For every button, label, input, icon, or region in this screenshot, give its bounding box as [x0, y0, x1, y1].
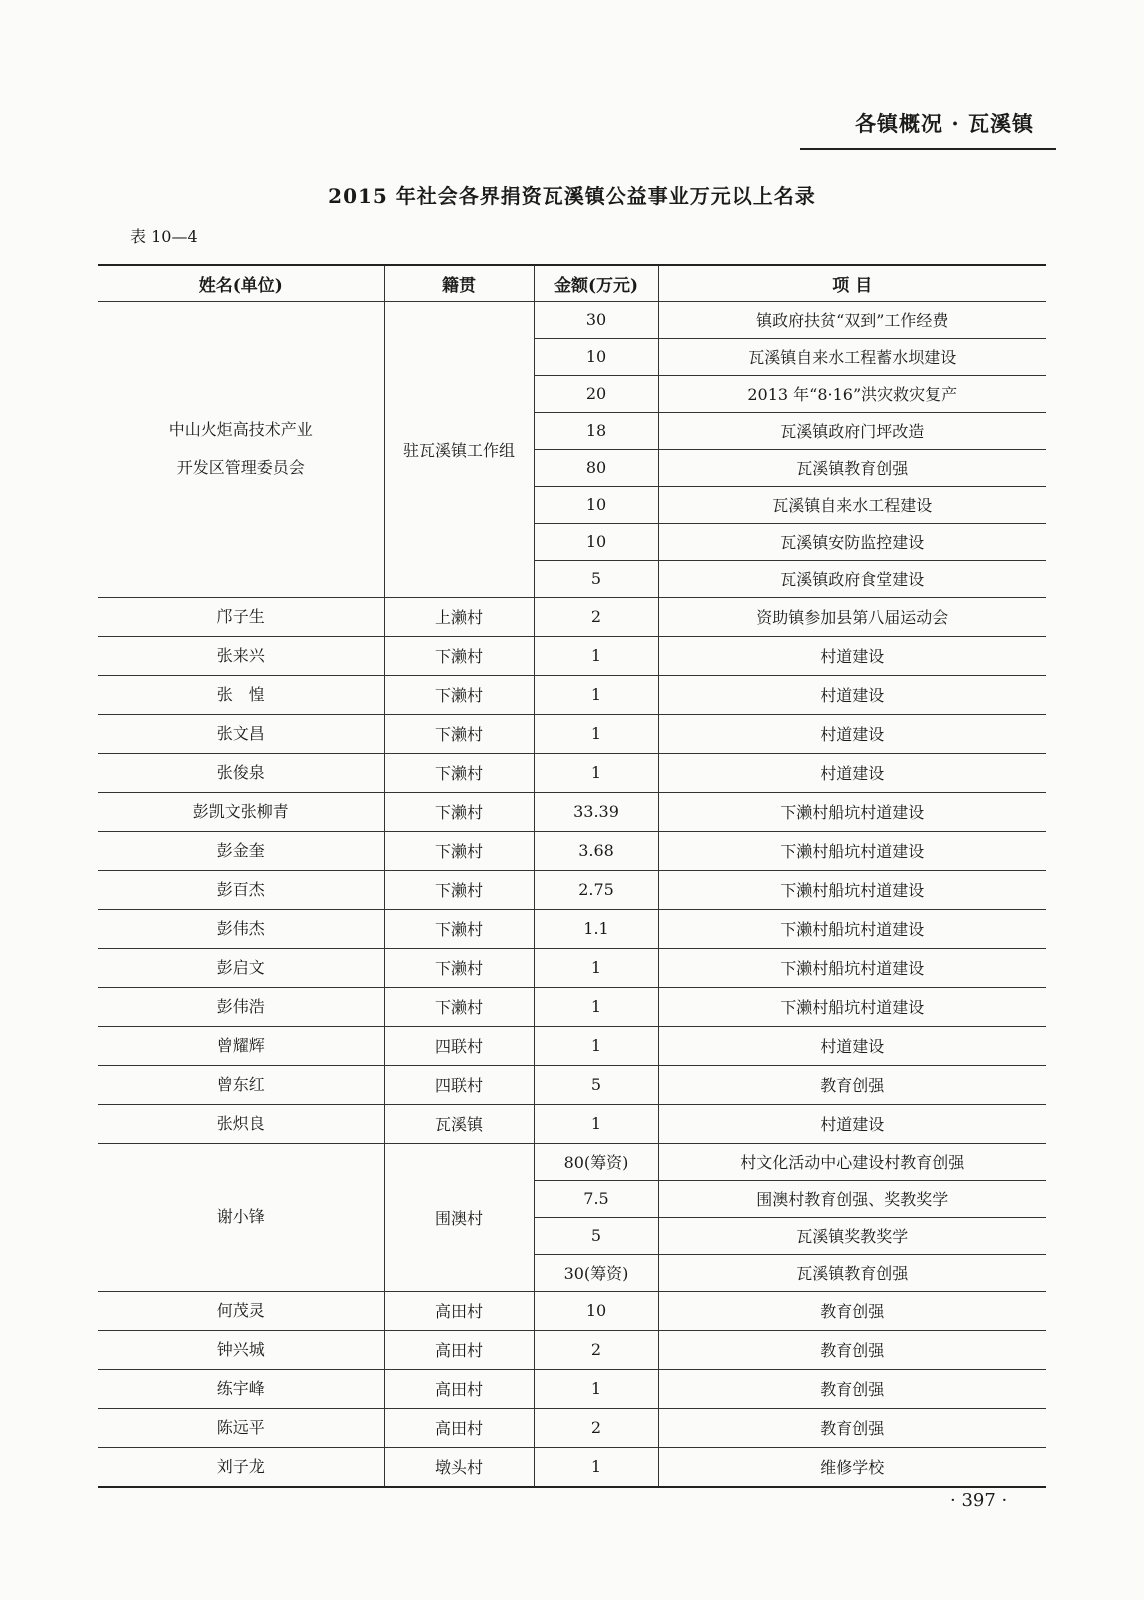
project-cell: 瓦溪镇政府门坪改造 — [658, 412, 1046, 449]
project-cell: 下濑村船坑村道建设 — [658, 831, 1046, 870]
table-row — [98, 909, 1046, 948]
project-cell: 瓦溪镇安防监控建设 — [658, 523, 1046, 560]
donor-name-cell — [98, 1408, 384, 1447]
project-cell: 下濑村船坑村道建设 — [658, 870, 1046, 909]
table-row — [98, 1330, 1046, 1369]
origin-cell: 下濑村 — [384, 987, 534, 1026]
origin-cell: 下濑村 — [384, 675, 534, 714]
header-text: 各镇概况 · 瓦溪镇 — [855, 111, 1034, 136]
table-row — [98, 831, 1046, 870]
donor-name-line: 彭启文 — [216, 957, 265, 977]
amount-cell: 1 — [534, 987, 658, 1026]
amount-cell: 1 — [534, 753, 658, 792]
donor-name-cell — [98, 948, 384, 987]
page-number: · 397 · — [950, 1490, 1008, 1511]
table-row — [98, 597, 1046, 636]
amount-cell: 18 — [534, 412, 658, 449]
donor-name-cell — [98, 870, 384, 909]
donor-name-line: 张俊泉 — [216, 762, 265, 782]
amount-cell: 2 — [534, 1408, 658, 1447]
donor-name-line: 曾耀辉 — [216, 1035, 265, 1055]
project-cell: 教育创强 — [658, 1369, 1046, 1408]
donor-name-cell — [98, 1026, 384, 1065]
origin-cell: 围澳村 — [384, 1143, 534, 1291]
table-row — [98, 987, 1046, 1026]
project-cell: 村道建设 — [658, 1026, 1046, 1065]
table-row — [98, 675, 1046, 714]
origin-cell: 四联村 — [384, 1026, 534, 1065]
project-cell: 瓦溪镇自来水工程建设 — [658, 486, 1046, 523]
donor-name-line: 彭伟杰 — [216, 918, 265, 938]
project-cell: 资助镇参加县第八届运动会 — [658, 597, 1046, 636]
project-cell: 瓦溪镇自来水工程蓄水坝建设 — [658, 338, 1046, 375]
donor-name-cell — [98, 1143, 384, 1291]
origin-cell: 高田村 — [384, 1291, 534, 1330]
origin-cell: 四联村 — [384, 1065, 534, 1104]
column-header-name: 姓名(单位) — [98, 265, 384, 301]
table-row — [98, 1447, 1046, 1487]
table-row — [98, 1026, 1046, 1065]
amount-cell: 30(筹资) — [534, 1254, 658, 1291]
donor-name-line: 开发区管理委员会 — [176, 458, 305, 477]
donor-name-line: 张 惶 — [216, 684, 265, 704]
project-cell: 下濑村船坑村道建设 — [658, 909, 1046, 948]
table-row — [98, 870, 1046, 909]
donor-name-cell — [98, 714, 384, 753]
table-row — [98, 1408, 1046, 1447]
table-body — [98, 301, 1046, 1487]
origin-cell: 下濑村 — [384, 636, 534, 675]
donor-name-line: 谢小锋 — [216, 1207, 265, 1226]
donor-name-line: 彭百杰 — [216, 879, 265, 899]
donor-name-line: 中山火炬高技术产业 — [168, 420, 313, 439]
project-cell: 2013 年“8·16”洪灾救灾复产 — [658, 375, 1046, 412]
table-row — [98, 636, 1046, 675]
donor-name-line: 邝子生 — [216, 606, 265, 626]
table-number: 表 10—4 — [130, 227, 198, 246]
donor-name-cell — [98, 301, 384, 597]
amount-cell: 10 — [534, 486, 658, 523]
project-cell: 教育创强 — [658, 1291, 1046, 1330]
amount-cell: 1 — [534, 714, 658, 753]
amount-cell: 80(筹资) — [534, 1143, 658, 1180]
amount-cell: 2.75 — [534, 870, 658, 909]
project-cell: 教育创强 — [658, 1330, 1046, 1369]
donor-name-line: 练宇峰 — [216, 1378, 265, 1398]
donor-name-cell — [98, 1065, 384, 1104]
column-header-origin: 籍贯 — [384, 265, 534, 301]
donor-name-line: 彭凯文张柳青 — [192, 801, 289, 821]
project-cell: 村文化活动中心建设村教育创强 — [658, 1143, 1046, 1180]
table-row — [98, 301, 1046, 338]
amount-cell: 10 — [534, 338, 658, 375]
table-row — [98, 948, 1046, 987]
table-row — [98, 1291, 1046, 1330]
amount-cell: 7.5 — [534, 1180, 658, 1217]
origin-cell: 瓦溪镇 — [384, 1104, 534, 1143]
donor-name-cell — [98, 636, 384, 675]
project-cell: 下濑村船坑村道建设 — [658, 948, 1046, 987]
donor-name-cell — [98, 1447, 384, 1487]
donor-name-line: 曾东红 — [216, 1074, 265, 1094]
amount-cell: 10 — [534, 523, 658, 560]
table-row — [98, 1065, 1046, 1104]
project-cell: 瓦溪镇奖教奖学 — [658, 1217, 1046, 1254]
project-cell: 村道建设 — [658, 714, 1046, 753]
project-cell: 围澳村教育创强、奖教奖学 — [658, 1180, 1046, 1217]
donor-name-cell — [98, 597, 384, 636]
table-row — [98, 1369, 1046, 1408]
origin-cell: 下濑村 — [384, 909, 534, 948]
project-cell: 村道建设 — [658, 1104, 1046, 1143]
donor-name-line: 刘子龙 — [216, 1456, 265, 1476]
project-cell: 瓦溪镇教育创强 — [658, 1254, 1046, 1291]
project-cell: 瓦溪镇政府食堂建设 — [658, 560, 1046, 597]
origin-cell: 下濑村 — [384, 792, 534, 831]
column-header-amount: 金额(万元) — [534, 265, 658, 301]
table-row — [98, 792, 1046, 831]
project-cell: 教育创强 — [658, 1408, 1046, 1447]
table-row — [98, 1143, 1046, 1180]
origin-cell: 墩头村 — [384, 1447, 534, 1487]
column-header-project: 项 目 — [658, 265, 1046, 301]
table-title: 2015 年社会各界捐资瓦溪镇公益事业万元以上名录 — [328, 184, 816, 208]
amount-cell: 10 — [534, 1291, 658, 1330]
donor-name-cell — [98, 909, 384, 948]
donor-name-cell — [98, 987, 384, 1026]
donation-table — [98, 264, 1046, 1488]
origin-cell: 下濑村 — [384, 753, 534, 792]
project-cell: 村道建设 — [658, 636, 1046, 675]
amount-cell: 20 — [534, 375, 658, 412]
donor-name-line: 张来兴 — [216, 645, 265, 665]
amount-cell: 5 — [534, 1065, 658, 1104]
table-header-row — [98, 265, 1046, 301]
donor-name-line: 何茂灵 — [216, 1300, 265, 1320]
donor-name-cell — [98, 1369, 384, 1408]
amount-cell: 30 — [534, 301, 658, 338]
donor-name-line: 张文昌 — [216, 723, 265, 743]
running-header — [800, 104, 1056, 150]
origin-cell: 驻瓦溪镇工作组 — [384, 301, 534, 597]
amount-cell: 1 — [534, 948, 658, 987]
donor-name-cell — [98, 831, 384, 870]
amount-cell: 1 — [534, 1104, 658, 1143]
amount-cell: 1 — [534, 636, 658, 675]
amount-cell: 1 — [534, 1447, 658, 1487]
amount-cell: 5 — [534, 560, 658, 597]
project-cell: 瓦溪镇教育创强 — [658, 449, 1046, 486]
donor-name-line: 钟兴城 — [216, 1339, 265, 1359]
origin-cell: 下濑村 — [384, 948, 534, 987]
amount-cell: 3.68 — [534, 831, 658, 870]
amount-cell: 1 — [534, 1369, 658, 1408]
origin-cell: 上濑村 — [384, 597, 534, 636]
project-cell: 教育创强 — [658, 1065, 1046, 1104]
table-row — [98, 1104, 1046, 1143]
origin-cell: 高田村 — [384, 1369, 534, 1408]
project-cell: 村道建设 — [658, 675, 1046, 714]
amount-cell: 5 — [534, 1217, 658, 1254]
donor-name-line: 彭伟浩 — [216, 996, 265, 1016]
donor-name-cell — [98, 792, 384, 831]
project-cell: 村道建设 — [658, 753, 1046, 792]
donor-name-line: 彭金奎 — [216, 840, 265, 860]
origin-cell: 下濑村 — [384, 714, 534, 753]
origin-cell: 下濑村 — [384, 831, 534, 870]
project-cell: 维修学校 — [658, 1447, 1046, 1487]
table-row — [98, 753, 1046, 792]
donor-name-line: 陈远平 — [216, 1417, 265, 1437]
donor-name-cell — [98, 1291, 384, 1330]
amount-cell: 80 — [534, 449, 658, 486]
donor-name-cell — [98, 1330, 384, 1369]
donor-name-line: 张炽良 — [216, 1113, 265, 1133]
donor-name-cell — [98, 1104, 384, 1143]
project-cell: 下濑村船坑村道建设 — [658, 987, 1046, 1026]
amount-cell: 1.1 — [534, 909, 658, 948]
amount-cell: 2 — [534, 1330, 658, 1369]
project-cell: 镇政府扶贫“双到”工作经费 — [658, 301, 1046, 338]
origin-cell: 高田村 — [384, 1330, 534, 1369]
amount-cell: 1 — [534, 675, 658, 714]
donor-name-cell — [98, 753, 384, 792]
amount-cell: 1 — [534, 1026, 658, 1065]
origin-cell: 高田村 — [384, 1408, 534, 1447]
amount-cell: 33.39 — [534, 792, 658, 831]
donor-name-cell — [98, 675, 384, 714]
project-cell: 下濑村船坑村道建设 — [658, 792, 1046, 831]
table-row — [98, 714, 1046, 753]
origin-cell: 下濑村 — [384, 870, 534, 909]
amount-cell: 2 — [534, 597, 658, 636]
